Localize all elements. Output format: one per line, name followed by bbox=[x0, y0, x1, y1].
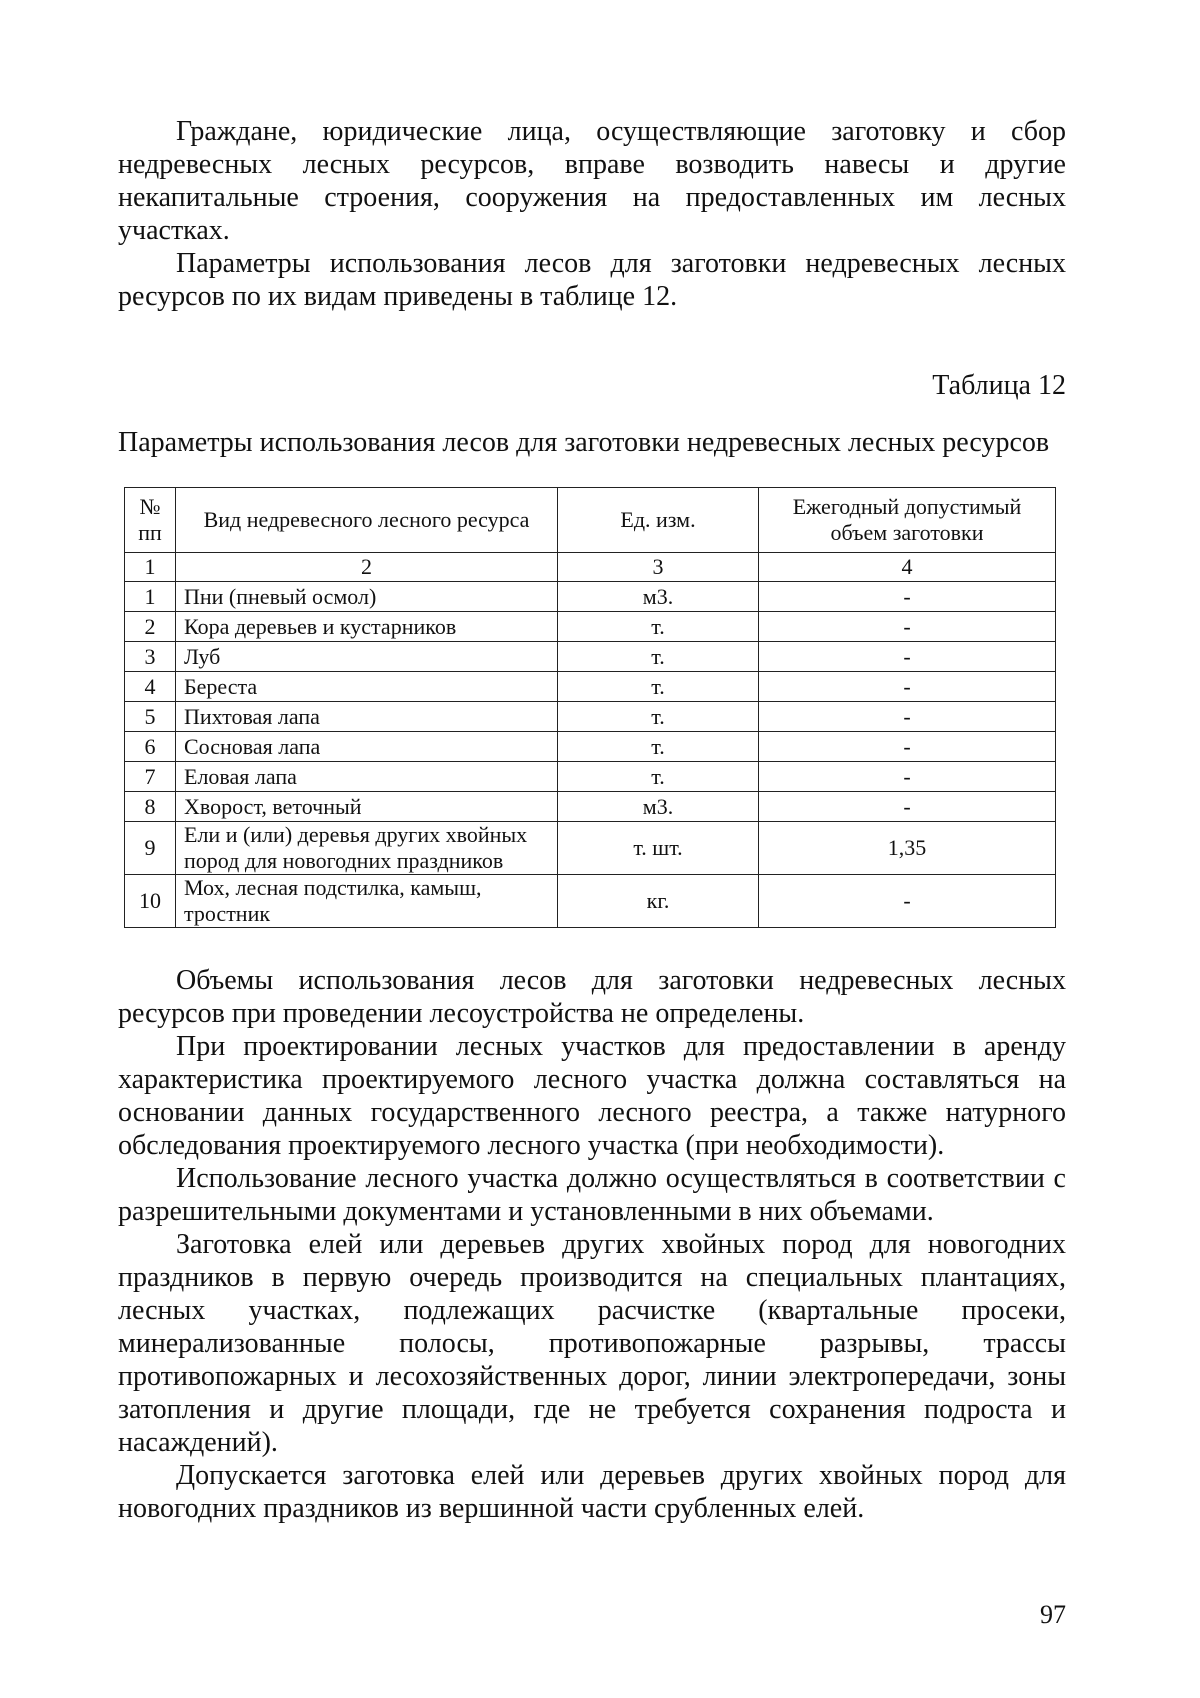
row-number: 7 bbox=[125, 762, 176, 792]
resource-type: Луб bbox=[176, 642, 558, 672]
table-row bbox=[125, 702, 1056, 732]
page-number: 97 bbox=[1040, 1600, 1066, 1629]
unit-of-measure: т. шт. bbox=[558, 822, 759, 875]
resource-type: Ели и (или) деревья других хвойных пород для новогодних праздников bbox=[176, 822, 558, 875]
resource-type: Кора деревьев и кустарников bbox=[176, 612, 558, 642]
column-number: 3 bbox=[558, 553, 759, 582]
table-row bbox=[125, 762, 1056, 792]
header-num: № пп bbox=[125, 488, 176, 553]
annual-volume: 1,35 bbox=[759, 822, 1056, 875]
table-header-row bbox=[125, 488, 1056, 553]
unit-of-measure: т. bbox=[558, 642, 759, 672]
annual-volume: - bbox=[759, 702, 1056, 732]
intro-paragraph-2: Параметры использования лесов для заготовки недревесных лесных ресурсов по их видам приведены в таблице 12. bbox=[118, 248, 1066, 312]
after-paragraph-5: Допускается заготовка елей или деревьев других хвойных пород для новогодних праздников из вершинной части срубленных елей. bbox=[118, 1460, 1066, 1524]
table-row bbox=[125, 732, 1056, 762]
annual-volume: - bbox=[759, 642, 1056, 672]
table-row bbox=[125, 612, 1056, 642]
page-body bbox=[118, 115, 1066, 1525]
table-row bbox=[125, 582, 1056, 612]
resource-type: Пни (пневый осмол) bbox=[176, 582, 558, 612]
resource-type: Пихтовая лапа bbox=[176, 702, 558, 732]
table-row bbox=[125, 642, 1056, 672]
resource-type: Береста bbox=[176, 672, 558, 702]
resource-type: Сосновая лапа bbox=[176, 732, 558, 762]
row-number: 1 bbox=[125, 582, 176, 612]
resources-table bbox=[124, 487, 1056, 928]
annual-volume: - bbox=[759, 612, 1056, 642]
resource-type: Мох, лесная подстилка, камыш, тростник bbox=[176, 875, 558, 928]
row-number: 9 bbox=[125, 822, 176, 875]
resource-type: Еловая лапа bbox=[176, 762, 558, 792]
unit-of-measure: кг. bbox=[558, 875, 759, 928]
unit-of-measure: т. bbox=[558, 612, 759, 642]
column-number: 2 bbox=[176, 553, 558, 582]
column-number-row bbox=[125, 553, 1056, 582]
header-volume: Ежегодный допустимый объем заготовки bbox=[759, 488, 1056, 553]
annual-volume: - bbox=[759, 762, 1056, 792]
row-number: 4 bbox=[125, 672, 176, 702]
after-paragraph-2: При проектировании лесных участков для предоставлении в аренду характеристика проектируемого лесного участка должна составляться на основании данных государственного лесного реестра, а также натурного обследования проектируемого лесного участка (при необходимости). bbox=[118, 1031, 1066, 1161]
unit-of-measure: т. bbox=[558, 702, 759, 732]
row-number: 8 bbox=[125, 792, 176, 822]
annual-volume: - bbox=[759, 672, 1056, 702]
row-number: 5 bbox=[125, 702, 176, 732]
unit-of-measure: м3. bbox=[558, 582, 759, 612]
annual-volume: - bbox=[759, 792, 1056, 822]
unit-of-measure: т. bbox=[558, 762, 759, 792]
column-number: 4 bbox=[759, 553, 1056, 582]
unit-of-measure: т. bbox=[558, 672, 759, 702]
row-number: 6 bbox=[125, 732, 176, 762]
column-number: 1 bbox=[125, 553, 176, 582]
table-row bbox=[125, 822, 1056, 875]
after-paragraph-1: Объемы использования лесов для заготовки недревесных лесных ресурсов при проведении лесоустройства не определены. bbox=[118, 965, 1066, 1029]
after-paragraph-4: Заготовка елей или деревьев других хвойных пород для новогодних праздников в первую очередь производится на специальных плантациях, лесных участках, подлежащих расчистке (квартальные просеки, минерализованные полосы, противопожарные разрывы, трассы противопожарных и лесохозяйственных дорог, линии электропередачи, зоны затопления и другие площади, где не требуется сохранения подроста и насаждений). bbox=[118, 1229, 1066, 1458]
table-row bbox=[125, 875, 1056, 928]
annual-volume: - bbox=[759, 582, 1056, 612]
header-unit: Ед. изм. bbox=[558, 488, 759, 553]
after-table-text bbox=[118, 964, 1066, 1525]
row-number: 10 bbox=[125, 875, 176, 928]
row-number: 2 bbox=[125, 612, 176, 642]
table-label: Таблица 12 bbox=[932, 370, 1066, 401]
after-paragraph-3: Использование лесного участка должно осуществляться в соответствии с разрешительными документами и установленными в них объемами. bbox=[118, 1163, 1066, 1227]
table-row bbox=[125, 792, 1056, 822]
unit-of-measure: т. bbox=[558, 732, 759, 762]
annual-volume: - bbox=[759, 875, 1056, 928]
annual-volume: - bbox=[759, 732, 1056, 762]
header-type: Вид недревесного лесного ресурса bbox=[176, 488, 558, 553]
resource-type: Хворост, веточный bbox=[176, 792, 558, 822]
unit-of-measure: м3. bbox=[558, 792, 759, 822]
table-body bbox=[125, 553, 1056, 928]
intro-paragraph-1: Граждане, юридические лица, осуществляющие заготовку и сбор недревесных лесных ресурсов, вправе возводить навесы и другие некапитальные строения, сооружения на предоставленных им лесных участках. bbox=[118, 116, 1066, 246]
table-title: Параметры использования лесов для заготовки недревесных лесных ресурсов bbox=[118, 427, 1050, 458]
table-row bbox=[125, 672, 1056, 702]
row-number: 3 bbox=[125, 642, 176, 672]
